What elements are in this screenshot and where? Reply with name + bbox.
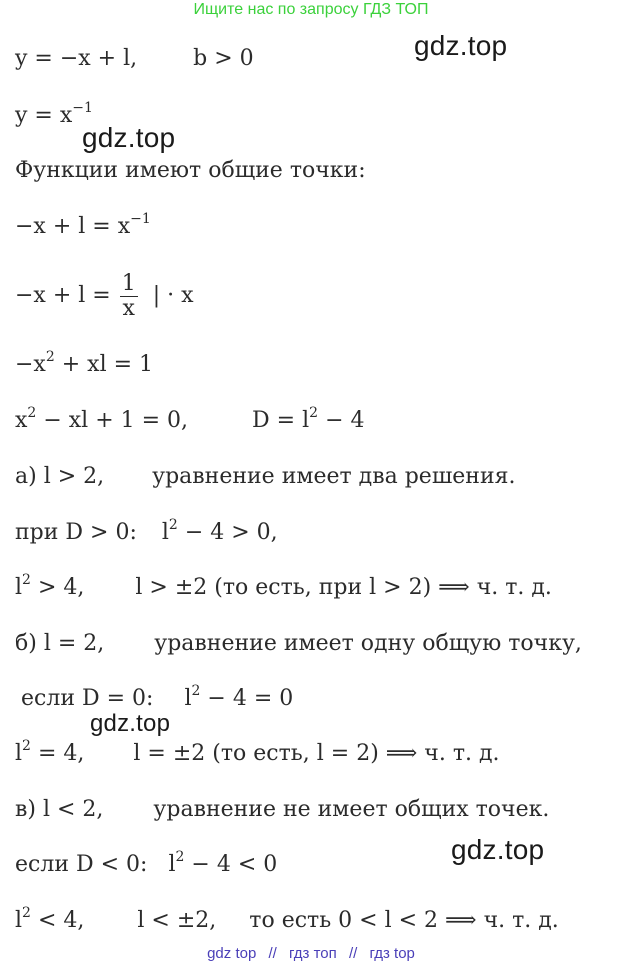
- footer-separator: //: [268, 945, 277, 962]
- case-b-result: $l^2 = 4$, l = ±2 (то есть, l = 2) ⟹ ч. т. д.: [15, 738, 500, 766]
- case-c-result: $l^2 < 4$, l < ±2, то есть 0 < l < 2 ⟹ ч. т. д.: [15, 905, 559, 933]
- footer-link[interactable]: gdz top: [207, 945, 257, 962]
- case-c-condition: если D < 0: $l^2 - 4 < 0$: [15, 849, 278, 877]
- watermark: gdz.top: [414, 30, 508, 61]
- footer-separator: //: [348, 945, 358, 962]
- fraction: $\frac{1}{x}$: [121, 270, 136, 321]
- search-hint-header: Ищите нас по запросу ГДЗ ТОП: [193, 1, 429, 18]
- equation-line-6: $-x^2$ + xl = 1: [15, 349, 154, 377]
- watermark: gdz.top: [90, 710, 171, 737]
- equation-line-4: $-x + l = x^{-1}$: [15, 211, 151, 239]
- case-b-condition: если D = 0: $l^2 - 4 = 0$: [21, 683, 294, 711]
- equation-line-1: y = −x + l, b > 0: [15, 46, 254, 71]
- text-line-functions: Функции имеют общие точки:: [15, 158, 366, 183]
- footer-link[interactable]: гдз топ: [289, 945, 337, 962]
- equation-line-fraction: −x + l = $\frac{1}{x}$ | · x: [15, 270, 194, 321]
- footer-links: [0, 945, 622, 962]
- footer-link[interactable]: гдз top: [369, 945, 415, 962]
- case-a-condition: при D > 0: $l^2 - 4 > 0$,: [15, 517, 278, 545]
- watermark: gdz.top: [82, 122, 176, 153]
- case-a-result: $l^2 > 4$, l > ±2 (то есть, при l > 2) ⟹ ч. т. д.: [15, 572, 552, 600]
- equation-line-7: $x^2$ − xl + 1 = 0, $D = l^2 - 4$: [15, 405, 365, 433]
- equation-line-2: $y = x^{-1}$: [15, 100, 93, 128]
- case-b-line: б) l = 2, уравнение имеет одну общую точку,: [15, 631, 582, 656]
- case-a-line: а) l > 2, уравнение имеет два решения.: [15, 464, 516, 489]
- case-c-line: в) l < 2, уравнение не имеет общих точек.: [15, 797, 550, 822]
- watermark: gdz.top: [451, 834, 545, 865]
